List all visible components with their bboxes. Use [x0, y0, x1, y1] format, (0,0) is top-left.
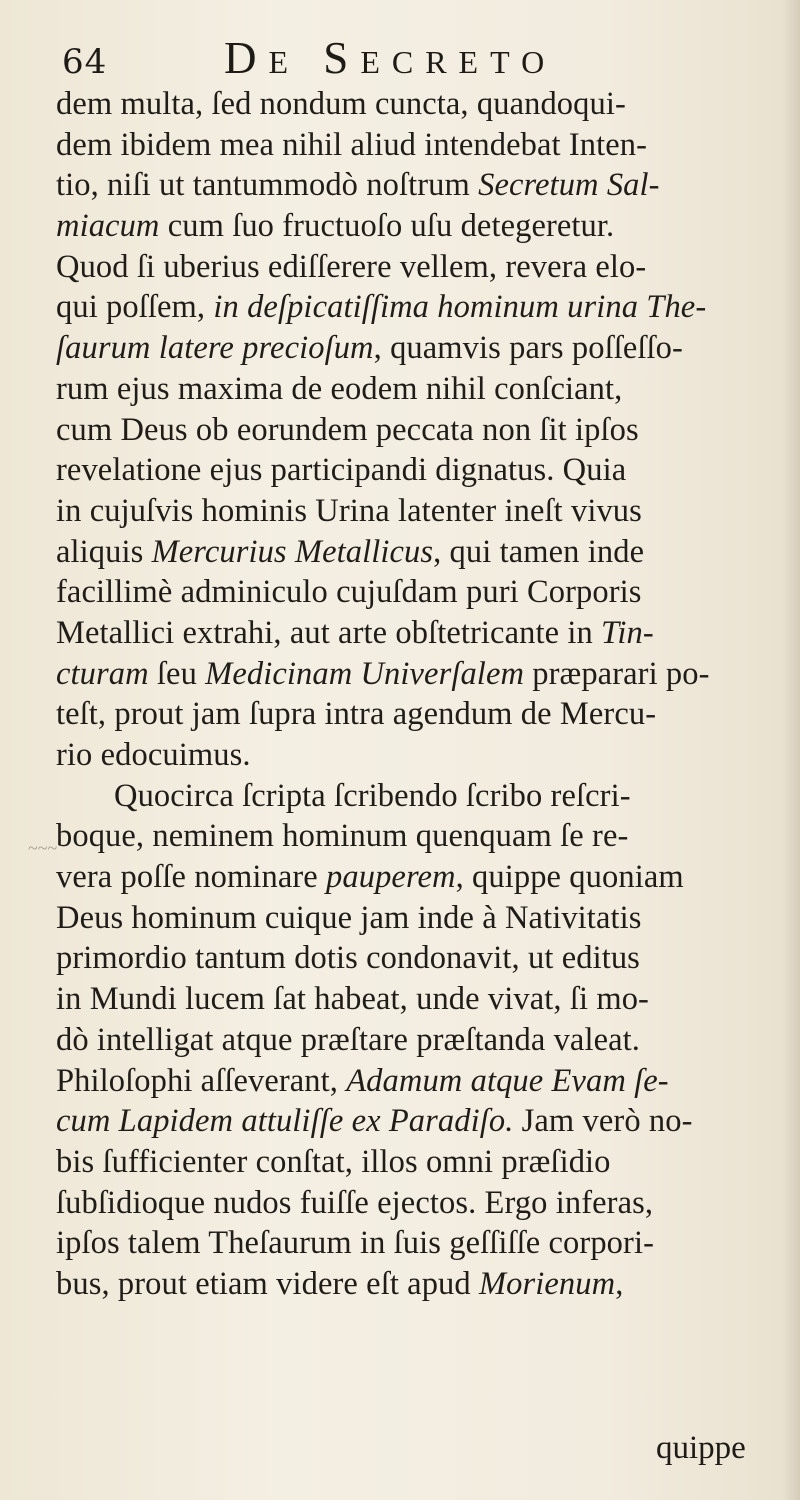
catchword: quippe — [656, 1430, 746, 1466]
text-line — [56, 84, 786, 125]
italic-text-segment: ſaurum latere precioſum — [56, 330, 374, 367]
text-line — [56, 654, 786, 695]
italic-text-segment: Morienum — [478, 1265, 616, 1302]
text-line — [56, 491, 786, 532]
text-line — [56, 125, 786, 166]
text-segment: aliquis — [56, 533, 152, 570]
text-segment: , quippe quoniam — [455, 859, 684, 896]
text-segment: in Mundi lucem ſat habeat, unde vivat, ſi mo- — [56, 981, 649, 1018]
text-segment: Quod ſi uberius ediſſerere vellem, revera elo- — [56, 248, 647, 285]
text-segment: dò intelligat atque præſtare præſtanda valeat. — [56, 1021, 640, 1058]
text-segment: in cujuſvis hominis Urina latenter ineſt vivus — [56, 492, 642, 529]
italic-text-segment: in deſpicatiſſima hominum urina The- — [213, 289, 707, 326]
text-segment: ſeu — [148, 655, 206, 692]
text-segment: facillimè adminiculo cujuſdam puri Corporis — [56, 574, 642, 611]
text-segment: tio, niſi ut tantummodò noſtrum — [56, 167, 479, 204]
text-segment: Metallici extrahi, aut arte obſtetricante in — [56, 614, 602, 651]
text-line — [56, 1142, 786, 1183]
text-segment: bus, prout etiam videre eſt apud — [56, 1265, 479, 1302]
italic-text-segment: Medicinam Univerſalem — [205, 655, 525, 692]
text-line — [56, 1264, 786, 1305]
text-line — [56, 979, 786, 1020]
italic-text-segment: Secretum Sal- — [478, 167, 660, 204]
italic-text-segment: Tin- — [601, 614, 654, 651]
text-segment: præparari po- — [524, 655, 710, 692]
text-line — [56, 898, 786, 939]
italic-text-segment: pauperem — [326, 859, 456, 896]
text-line — [56, 938, 786, 979]
text-line — [56, 287, 786, 328]
text-line — [56, 410, 786, 451]
text-segment: ſubſidioque nudos fuiſſe ejectos. Ergo inferas, — [56, 1184, 654, 1221]
text-segment: , — [615, 1265, 624, 1302]
text-segment: teſt, prout jam ſupra intra agendum de Mercu- — [56, 696, 657, 733]
text-segment: dem multa, ſed nondum cuncta, quandoqui- — [56, 86, 626, 122]
text-line — [56, 572, 786, 613]
text-segment: ipſos talem Theſaurum in ſuis geſſiſſe corpori- — [56, 1225, 654, 1262]
text-line — [56, 532, 786, 573]
italic-text-segment: Adamum atque Evam ſe- — [346, 1062, 669, 1099]
text-segment: , quamvis pars poſſeſſo- — [373, 330, 683, 367]
margin-mark: ~~~ — [28, 838, 58, 858]
text-segment: revelatione ejus participandi dignatus. Quia — [56, 452, 627, 489]
text-line — [56, 206, 786, 247]
text-segment: bis ſufficienter conſtat, illos omni præſidio — [56, 1143, 611, 1180]
text-segment: Philoſophi aſſeverant, — [56, 1062, 347, 1099]
running-title: De Secreto — [224, 33, 557, 83]
text-segment: cum ſuo fructuoſo uſu detegeretur. — [159, 208, 615, 245]
text-line — [56, 165, 786, 206]
text-line — [56, 776, 786, 817]
text-segment: Deus hominum cuique jam inde à Nativitatis — [56, 899, 642, 936]
italic-text-segment: cturam — [56, 655, 149, 692]
page-header — [0, 28, 800, 88]
italic-text-segment: cum Lapidem attuliſſe ex Paradiſo. — [56, 1103, 514, 1140]
text-line — [56, 1061, 786, 1102]
text-line — [56, 694, 786, 735]
text-line — [56, 735, 786, 776]
text-line — [56, 1101, 786, 1142]
italic-text-segment: miacum — [56, 208, 160, 245]
text-segment: cum Deus ob eorundem peccata non ſit ipſos — [56, 411, 639, 448]
text-segment: rio edocuimus. — [56, 737, 251, 773]
text-segment: Quocirca ſcripta ſcribendo ſcribo reſcri- — [114, 777, 631, 814]
text-line — [56, 613, 786, 654]
text-segment: dem ibidem mea nihil aliud intendebat Inten- — [56, 126, 648, 163]
text-segment: , qui tamen inde — [433, 533, 645, 570]
text-line — [56, 857, 786, 898]
text-line — [56, 1020, 786, 1061]
page-number: 64 — [62, 42, 108, 82]
text-segment: Jam verò no- — [513, 1103, 693, 1140]
text-line — [56, 328, 786, 369]
body-text — [56, 84, 786, 1305]
text-segment: boque, neminem hominum quenquam ſe re- — [56, 818, 629, 855]
text-line — [56, 369, 786, 410]
text-line — [56, 1223, 786, 1264]
text-line — [56, 450, 786, 491]
text-line — [56, 247, 786, 288]
text-segment: qui poſſem, — [56, 289, 214, 326]
italic-text-segment: Mercurius Metallicus — [151, 533, 434, 570]
text-line — [56, 1183, 786, 1224]
text-line — [56, 816, 786, 857]
text-segment: primordio tantum dotis condonavit, ut editus — [56, 940, 640, 977]
text-segment: vera poſſe nominare — [56, 859, 327, 896]
text-segment: rum ejus maxima de eodem nihil conſciant, — [56, 370, 623, 407]
